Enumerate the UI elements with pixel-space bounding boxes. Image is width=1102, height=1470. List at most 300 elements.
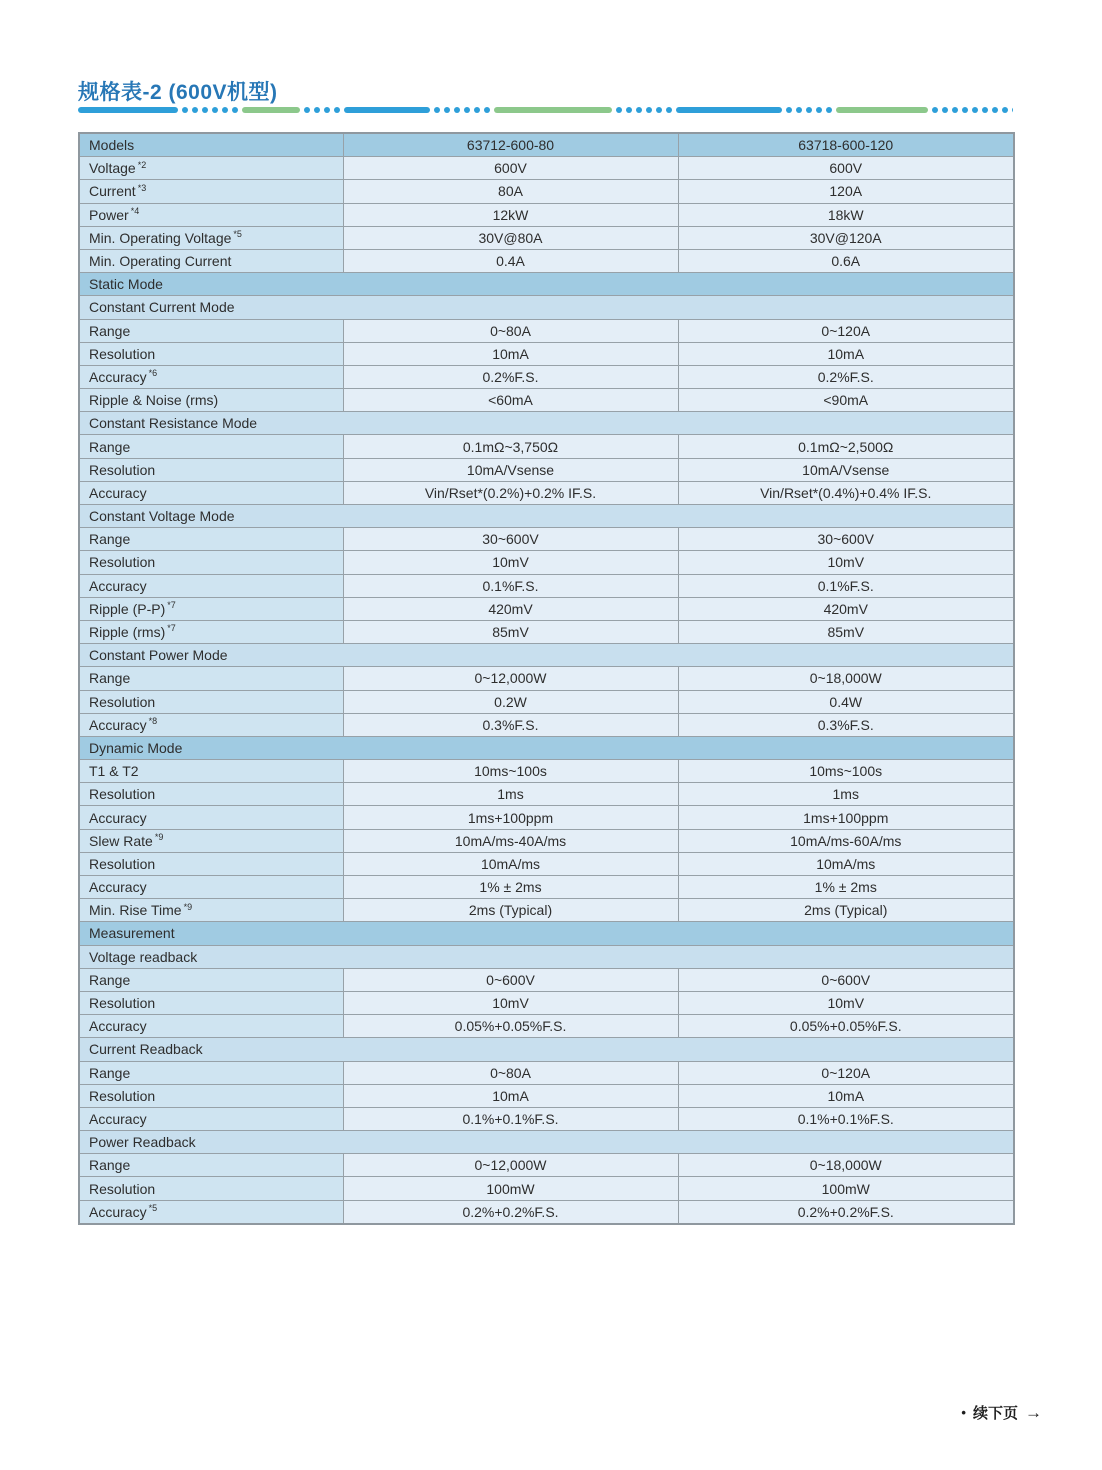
spec-value-cell	[678, 458, 1014, 481]
spec-value-cell	[678, 667, 1014, 690]
separator-bar	[344, 107, 430, 113]
spec-value-cell	[343, 365, 678, 388]
spec-value-cell	[678, 249, 1014, 272]
spec-value-cell	[343, 1200, 678, 1224]
spec-value: 120A	[829, 183, 863, 200]
continued-next-page-note	[961, 1402, 1042, 1423]
spec-value: 10mA/ms-40A/ms	[454, 832, 567, 849]
spec-value: 80A	[498, 183, 523, 200]
spec-label-cell	[79, 1154, 343, 1177]
spec-value: 10ms~100s	[474, 763, 547, 780]
spec-value-cell	[678, 852, 1014, 875]
spec-value: 30~600V	[817, 531, 874, 548]
table-row	[79, 180, 1014, 203]
separator-dot	[222, 107, 228, 113]
spec-label: Current	[89, 183, 136, 200]
spec-value: 100mW	[821, 1180, 870, 1197]
spec-label-cell	[79, 899, 343, 922]
separator-dot	[304, 107, 310, 113]
table-row	[79, 365, 1014, 388]
spec-value: 10mA/Vsense	[802, 461, 890, 478]
spec-value: 10mV	[492, 995, 529, 1012]
spec-label-cell	[79, 551, 343, 574]
spec-value-cell	[678, 1154, 1014, 1177]
separator-dot	[962, 107, 968, 113]
section-label: Dynamic Mode	[89, 739, 183, 756]
subsection-header-cell	[79, 1038, 1014, 1061]
table-row	[79, 968, 1014, 991]
spec-label-cell	[79, 690, 343, 713]
spec-label: Resolution	[89, 345, 156, 362]
spec-value-cell	[343, 180, 678, 203]
subsection-header-cell	[79, 505, 1014, 528]
spec-value: 0.1mΩ~2,500Ω	[798, 438, 894, 455]
separator-dot	[334, 107, 340, 113]
footnote-marker: *5	[233, 229, 242, 240]
spec-label: Accuracy	[89, 484, 147, 501]
spec-value: 30V@80A	[478, 229, 543, 246]
spec-value: 0.4A	[496, 253, 525, 270]
spec-value-cell	[678, 435, 1014, 458]
spec-value-cell	[343, 1015, 678, 1038]
spec-value: 0.3%F.S.	[482, 716, 539, 733]
footnote-marker: *7	[167, 623, 176, 634]
table-row	[79, 1200, 1014, 1224]
spec-value: 0~18,000W	[809, 1157, 882, 1174]
model-number-cell	[678, 133, 1014, 157]
table-row	[79, 435, 1014, 458]
table-row	[79, 922, 1014, 945]
spec-label-cell	[79, 1015, 343, 1038]
separator-dot	[474, 107, 480, 113]
spec-label: Resolution	[89, 461, 156, 478]
spec-value: 0.1%F.S.	[482, 577, 539, 594]
spec-value-cell	[343, 852, 678, 875]
table-row	[79, 1154, 1014, 1177]
spec-value: 0~18,000W	[809, 670, 882, 687]
table-row	[79, 412, 1014, 435]
separator-dot	[952, 107, 958, 113]
spec-value: 10mV	[827, 995, 865, 1012]
separator-dot	[636, 107, 642, 113]
spec-value-cell	[343, 574, 678, 597]
spec-value-cell	[678, 226, 1014, 249]
spec-label: Resolution	[89, 855, 156, 872]
spec-value-cell	[343, 991, 678, 1014]
spec-value-cell	[678, 968, 1014, 991]
spec-value: 2ms (Typical)	[804, 902, 888, 919]
spec-value: 600V	[494, 160, 527, 177]
spec-label: Resolution	[89, 693, 156, 710]
spec-value-cell	[678, 806, 1014, 829]
spec-value-cell	[678, 551, 1014, 574]
spec-label-cell	[79, 1084, 343, 1107]
separator-dot	[192, 107, 198, 113]
table-row	[79, 991, 1014, 1014]
separator-dot	[806, 107, 812, 113]
separator-dot	[942, 107, 948, 113]
spec-value-cell	[343, 157, 678, 180]
table-row	[79, 829, 1014, 852]
spec-value-cell	[678, 1084, 1014, 1107]
spec-label: Range	[89, 531, 131, 548]
spec-value-cell	[678, 1200, 1014, 1224]
table-row	[79, 319, 1014, 342]
separator-dot	[324, 107, 330, 113]
spec-value-cell	[678, 528, 1014, 551]
separator-dot	[314, 107, 320, 113]
spec-label-cell	[79, 157, 343, 180]
footnote-marker: *6	[148, 368, 158, 379]
spec-label: Accuracy	[89, 809, 147, 826]
table-row	[79, 551, 1014, 574]
model-number-cell	[343, 133, 678, 157]
spec-value: 0.1mΩ~3,750Ω	[462, 438, 559, 455]
spec-label: Resolution	[89, 1087, 156, 1104]
spec-value: 10mA/ms	[480, 855, 541, 872]
spec-value: 0~80A	[490, 322, 531, 339]
table-row	[79, 505, 1014, 528]
spec-value: 0~600V	[821, 971, 871, 988]
table-row	[79, 1177, 1014, 1200]
spec-label-cell	[79, 829, 343, 852]
subsection-label: Constant Power Mode	[89, 647, 228, 664]
spec-value: 0~120A	[821, 1064, 871, 1081]
spec-value-cell	[678, 389, 1014, 412]
separator-dot	[992, 107, 998, 113]
spec-value: 420mV	[488, 600, 533, 617]
subsection-label: Voltage readback	[89, 948, 198, 965]
spec-value-cell	[678, 157, 1014, 180]
spec-value-cell	[343, 1107, 678, 1130]
spec-label: Resolution	[89, 1180, 156, 1197]
spec-value: 0.4W	[829, 693, 863, 710]
spec-value: 420mV	[823, 600, 868, 617]
spec-value-cell	[343, 806, 678, 829]
table-row	[79, 1084, 1014, 1107]
separator-dot	[182, 107, 188, 113]
footnote-marker: *3	[137, 182, 147, 193]
spec-value: 0.2%F.S.	[817, 368, 874, 385]
table-row	[79, 226, 1014, 249]
spec-label-cell	[79, 1200, 343, 1224]
table-row	[79, 481, 1014, 504]
spec-label: Range	[89, 1157, 131, 1174]
spec-label: Range	[89, 322, 131, 339]
subsection-header-cell	[79, 412, 1014, 435]
model-number: 63718-600-120	[798, 137, 894, 154]
spec-value: 85mV	[492, 624, 529, 641]
footnote-marker: *7	[167, 600, 176, 611]
separator-bar	[676, 107, 782, 113]
subsection-label: Power Readback	[89, 1134, 196, 1151]
separator-dot	[232, 107, 238, 113]
table-row	[79, 342, 1014, 365]
spec-value: 0~600V	[486, 971, 535, 988]
table-row	[79, 574, 1014, 597]
spec-label: Voltage	[89, 160, 136, 177]
table-row	[79, 852, 1014, 875]
spec-value: <90mA	[823, 392, 869, 409]
table-row	[79, 133, 1014, 157]
table-row	[79, 783, 1014, 806]
spec-value-cell	[678, 203, 1014, 226]
spec-value: 1ms+100ppm	[803, 809, 889, 826]
spec-value: 0.2%F.S.	[482, 368, 539, 385]
spec-label: Accuracy	[89, 1110, 147, 1127]
spec-value-cell	[343, 667, 678, 690]
separator-dot	[656, 107, 662, 113]
spec-label-cell	[79, 806, 343, 829]
spec-label-cell	[79, 342, 343, 365]
subsection-label: Constant Current Mode	[89, 299, 235, 316]
spec-value: 18kW	[827, 206, 864, 223]
spec-label: Min. Operating Current	[89, 253, 232, 270]
spec-label: Power	[89, 206, 129, 223]
spec-label-cell	[79, 528, 343, 551]
continued-next-page-label: 续下页	[972, 1405, 1018, 1422]
spec-value-cell	[678, 760, 1014, 783]
spec-label-cell	[79, 435, 343, 458]
spec-value: 0.6A	[831, 253, 861, 270]
spec-value: 10ms~100s	[809, 763, 883, 780]
spec-value: 10mV	[827, 554, 865, 571]
spec-value-cell	[343, 876, 678, 899]
spec-value: 0.1%+0.1%F.S.	[797, 1110, 894, 1127]
spec-value-cell	[678, 620, 1014, 643]
spec-value: 1ms	[832, 786, 859, 803]
spec-value: 0.1%F.S.	[817, 577, 874, 594]
spec-label-cell	[79, 319, 343, 342]
spec-value: 0.2%+0.2%F.S.	[462, 1203, 559, 1220]
subsection-label: Current Readback	[89, 1041, 203, 1058]
spec-value-cell	[343, 597, 678, 620]
footnote-marker: *9	[183, 901, 193, 912]
spec-label-cell	[79, 1061, 343, 1084]
spec-label-cell	[79, 597, 343, 620]
spec-label: Ripple & Noise (rms)	[89, 392, 219, 409]
table-row	[79, 713, 1014, 736]
spec-label-cell	[79, 713, 343, 736]
spec-value-cell	[343, 713, 678, 736]
spec-value: 10mV	[492, 554, 529, 571]
spec-value: 1ms+100ppm	[467, 809, 554, 826]
spec-value-cell	[343, 760, 678, 783]
table-row	[79, 1038, 1014, 1061]
table-row	[79, 296, 1014, 319]
spec-label-cell	[79, 226, 343, 249]
spec-value-cell	[678, 991, 1014, 1014]
table-row	[79, 644, 1014, 667]
spec-label: Range	[89, 1064, 131, 1081]
spec-value-cell	[343, 319, 678, 342]
spec-label: Slew Rate	[89, 832, 153, 849]
spec-value-cell	[343, 899, 678, 922]
spec-value-cell	[343, 203, 678, 226]
spec-value: Vin/Rset*(0.2%)+0.2% IF.S.	[424, 484, 597, 501]
subsection-label: Constant Resistance Mode	[89, 415, 258, 432]
spec-value: 0~12,000W	[474, 1157, 547, 1174]
spec-label-cell	[79, 876, 343, 899]
spec-value-cell	[678, 876, 1014, 899]
spec-value: 30~600V	[482, 531, 539, 548]
separator-dot	[484, 107, 490, 113]
spec-value: 0.3%F.S.	[817, 716, 874, 733]
separator-dot	[202, 107, 208, 113]
spec-value-cell	[678, 319, 1014, 342]
spec-value-cell	[343, 1061, 678, 1084]
table-row	[79, 1107, 1014, 1130]
table-row	[79, 389, 1014, 412]
table-row	[79, 736, 1014, 759]
separator-dot	[646, 107, 652, 113]
spec-value: 2ms (Typical)	[468, 902, 553, 919]
separator-bar	[494, 107, 612, 113]
spec-label: Accuracy	[89, 368, 147, 385]
separator-dot	[972, 107, 978, 113]
footnote-marker: *2	[137, 159, 147, 170]
table-row	[79, 157, 1014, 180]
separator-dot	[982, 107, 988, 113]
spec-value-cell	[678, 783, 1014, 806]
table-row	[79, 1061, 1014, 1084]
subsection-label: Constant Voltage Mode	[89, 508, 235, 525]
footnote-marker: *4	[130, 206, 140, 216]
spec-value-cell	[343, 458, 678, 481]
spec-value-cell	[678, 1015, 1014, 1038]
table-row	[79, 273, 1014, 296]
spec-value-cell	[678, 899, 1014, 922]
spec-value: 10mA	[492, 1087, 529, 1104]
spec-value: 12kW	[492, 206, 529, 223]
model-number: 63712-600-80	[466, 137, 555, 154]
spec-value: 30V@120A	[809, 229, 882, 246]
separator-dot	[212, 107, 218, 113]
separator-dot	[434, 107, 440, 113]
table-row	[79, 458, 1014, 481]
table-row	[79, 620, 1014, 643]
spec-value: 85mV	[827, 624, 865, 641]
separator-dot	[666, 107, 672, 113]
models-header-cell	[79, 133, 343, 157]
spec-label: Accuracy	[89, 577, 147, 594]
separator-dot	[826, 107, 832, 113]
spec-label-cell	[79, 249, 343, 272]
spec-value-cell	[343, 226, 678, 249]
spec-label-cell	[79, 481, 343, 504]
subsection-header-cell	[79, 644, 1014, 667]
spec-label-cell	[79, 574, 343, 597]
spec-value: 0~12,000W	[474, 670, 547, 687]
right-arrow-icon: →	[1025, 1402, 1042, 1422]
section-label: Static Mode	[89, 276, 163, 293]
spec-value: 0~120A	[821, 322, 871, 339]
spec-label-cell	[79, 968, 343, 991]
footnote-marker: *9	[154, 832, 164, 843]
spec-value: 10mA/ms	[816, 855, 876, 872]
spec-value: 10mA/ms-60A/ms	[790, 832, 902, 849]
separator-dot	[616, 107, 622, 113]
spec-value: <60mA	[488, 392, 533, 409]
table-row	[79, 945, 1014, 968]
spec-value-cell	[343, 1177, 678, 1200]
spec-label: Ripple (P-P)	[89, 600, 166, 617]
spec-value: 0.2%+0.2%F.S.	[797, 1203, 894, 1220]
table-row	[79, 760, 1014, 783]
subsection-header-cell	[79, 945, 1014, 968]
spec-label-cell	[79, 667, 343, 690]
spec-value-cell	[678, 1177, 1014, 1200]
spec-value-cell	[678, 180, 1014, 203]
spec-label: Range	[89, 971, 131, 988]
spec-value-cell	[678, 574, 1014, 597]
spec-value: 10mA	[827, 345, 865, 362]
table-row	[79, 806, 1014, 829]
spec-value-cell	[678, 342, 1014, 365]
section-header-cell	[79, 922, 1014, 945]
spec-value-cell	[678, 829, 1014, 852]
spec-value-cell	[343, 1154, 678, 1177]
table-row	[79, 1015, 1014, 1038]
spec-value-cell	[678, 1061, 1014, 1084]
footnote-marker: *5	[148, 1203, 158, 1214]
spec-label-cell	[79, 991, 343, 1014]
spec-value: 0~80A	[490, 1064, 531, 1081]
spec-value-cell	[343, 249, 678, 272]
separator-dot	[454, 107, 460, 113]
spec-label: Range	[89, 670, 131, 687]
separator-dot	[626, 107, 632, 113]
spec-value-cell	[678, 365, 1014, 388]
spec-label-cell	[79, 852, 343, 875]
separator-dot	[444, 107, 450, 113]
spec-label: Accuracy	[89, 1018, 147, 1035]
spec-value: 10mA	[492, 345, 529, 362]
spec-label: Ripple (rms)	[89, 624, 166, 641]
spec-label-cell	[79, 180, 343, 203]
spec-value-cell	[343, 481, 678, 504]
table-row	[79, 597, 1014, 620]
spec-value: 1% ± 2ms	[479, 879, 542, 896]
spec-value: 0.05%+0.05%F.S.	[789, 1018, 902, 1035]
spec-label-cell	[79, 1107, 343, 1130]
spec-value-cell	[343, 1084, 678, 1107]
spec-value-cell	[343, 968, 678, 991]
separator-dot	[464, 107, 470, 113]
spec-label-cell	[79, 389, 343, 412]
spec-label: Accuracy	[89, 879, 147, 896]
spec-value: 600V	[829, 160, 863, 177]
spec-value: Vin/Rset*(0.4%)+0.4% IF.S.	[760, 484, 932, 501]
spec-value-cell	[678, 481, 1014, 504]
spec-label-cell	[79, 620, 343, 643]
spec-value-cell	[678, 713, 1014, 736]
spec-label: Resolution	[89, 995, 156, 1012]
spec-label: Range	[89, 438, 131, 455]
section-header-cell	[79, 736, 1014, 759]
separator-bar	[78, 107, 178, 113]
separator-dot	[1012, 107, 1013, 113]
spec-label: Resolution	[89, 554, 156, 571]
spec-value-cell	[343, 829, 678, 852]
section-label: Measurement	[89, 925, 175, 942]
spec-table	[78, 132, 1015, 1225]
spec-label: T1 & T2	[89, 763, 139, 780]
table-row	[79, 249, 1014, 272]
spec-value-cell	[343, 620, 678, 643]
spec-label-cell	[79, 203, 343, 226]
spec-value-cell	[343, 528, 678, 551]
